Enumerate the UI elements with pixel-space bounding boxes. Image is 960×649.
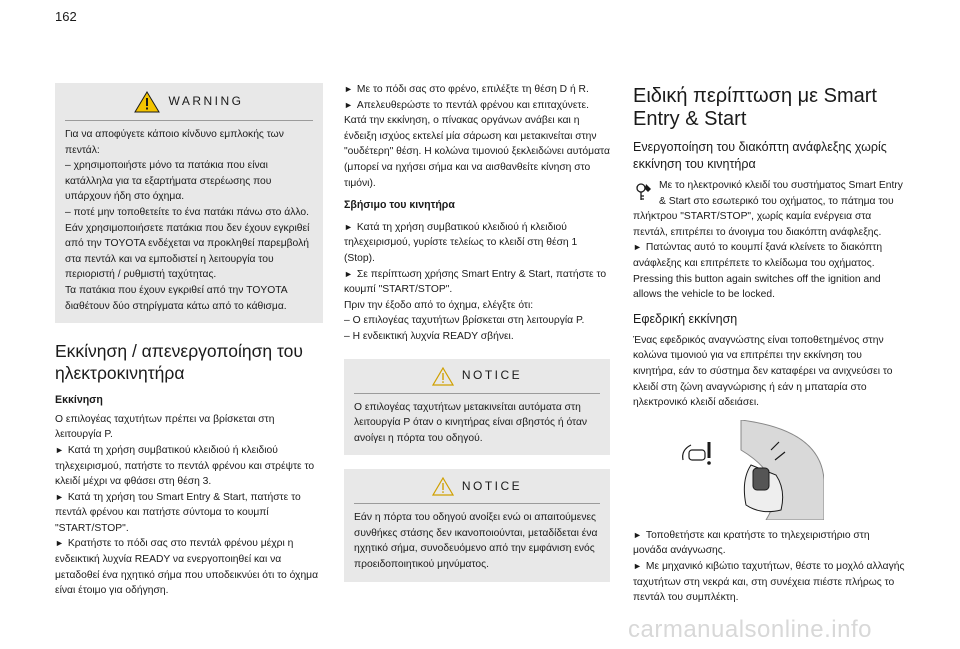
paragraph: Ο επιλογέας ταχυτήτων πρέπει να βρίσκεται στη λειτουργία P. [55,413,275,441]
arrow-icon: ► [633,560,642,571]
arrow-icon: ► [55,491,64,502]
step-item: ► Κατά τη χρήση συμβατικού κλειδιού ή κλειδιού τηλεχειρισμού, γυρίστε τελείως το κλειδί στη θέση 1 (Stop). [344,221,578,264]
notice-title: NOTICE [461,478,523,493]
notice-text: Εάν η πόρτα του οδηγού ανοίξει ενώ οι απαιτούμενες συνθήκες στάσης δεν ικανοποιούνται, μεταδίδεται ένα ηχητικό σήμα, συνοδευόμενο από την εμφάνιση ενός προειδοποιητικού μηνύματος. [354,512,598,571]
backup-reader-illustration [671,420,824,520]
arrow-icon: ► [55,538,64,549]
notice-text: Ο επιλογέας ταχυτήτων μετακινείται αυτόματα στη λειτουργία P όταν ο κινητήρας είναι σβηστός ή όταν ανοίγει η πόρτα του οδηγού. [354,401,588,444]
section-heading-start-stop: Εκκίνηση / απενεργοποίηση του ηλεκτροκινητήρα [55,341,303,384]
steering-column-image [671,420,824,520]
arrow-icon: ► [344,221,353,232]
column-right [633,82,905,606]
arrow-icon: ► [55,444,64,455]
column-middle [344,82,610,582]
paragraph: Πριν την έξοδο από το όχημα, ελέγξτε ότι: [344,299,534,311]
arrow-icon: ► [344,84,353,94]
notice-triangle-icon [432,477,454,496]
step-item: ► Με το πόδι σας στο φρένο, επιλέξτε τη θέση D ή R. [344,84,589,95]
page-number: 162 [55,9,77,24]
column-left [55,82,323,599]
notice-title: NOTICE [461,368,523,383]
paragraph: Κατά την εκκίνηση, ο πίνακας οργάνων ανάβει και η ένδειξη ισχύος εκτελεί μία σάρωση και μετακινείται στην "ουδέτερη" θέση. Η κολώνα τιμονιού ξεκλειδώνει αυτόματα (μπορεί να ηχήσει σήμα και να αισθανθείτε κίνηση στο τιμόνι). [344,115,610,189]
paragraph: Ένας εφεδρικός αναγνώστης είναι τοποθετημένος στην κολώνα τιμονιού για να επιτρέπει την εκκίνηση του κινητήρα, εάν το σύστημα δεν καταφέρει να ανιχνεύσει το κλειδί στη ζώνη αναγνώρισης ή εάν η μπαταρία στο ηλεκτρονικό κλειδί αδειάσει. [633,334,893,409]
warning-text: Για να αποφύγετε κάποιο κίνδυνο εμπλοκής των πεντάλ: – χρησιμοποιήστε μόνο τα πατάκια που είναι κατάλληλα για τα εξαρτήματα στερέωσης που υπάρχουν ήδη στο όχημα. – ποτέ μην τοποθετείτε το ένα πατάκι πάνω στο άλλο. Εάν χρησιμοποιήσετε πατάκια που δεν έχουν εγκριθεί από την TOYOTA ενδέχεται να προκληθεί παρεμβολή στα πεντάλ και να εμποδιστεί η λειτουργία του περιοριστή / ρυθμιστή ταχύτητας. Τα πατάκια που έχουν εγκριθεί από την TOYOTA διαθέτουν δύο στηρίγματα κάτω από το κάθισμα. [65,129,310,312]
notice-title-row [354,367,600,394]
key-press-icon [633,180,653,202]
warning-title-row [65,91,313,121]
warning-box [55,83,323,323]
subheading-start: Εκκίνηση [55,394,103,407]
arrow-icon: ► [633,242,642,253]
step-item: ► Απελευθερώστε το πεντάλ φρένου και επιταχύνετε. [344,99,589,111]
notice-triangle-icon [432,367,454,386]
arrow-icon: ► [344,268,353,279]
watermark-logo: carmanualsonline.info [628,616,872,643]
list-item: – Η ενδεικτική λυχνία READY σβήνει. [344,330,514,342]
step-item: ► Με μηχανικό κιβώτιο ταχυτήτων, θέστε το μοχλό αλλαγής ταχυτήτων στη νεκρά και, στη συνέχεια πιέστε πλήρως το πεντάλ του συμπλέκτη. [633,560,905,604]
arrow-icon: ► [633,529,642,540]
warning-title: WARNING [168,94,244,109]
list-item: – Ο επιλογέας ταχυτήτων βρίσκεται στη λειτουργία P. [344,315,585,327]
notice-title-row [354,477,600,504]
warning-triangle-icon [134,91,160,113]
section-heading-smart-entry: Ειδική περίπτωση με Smart Entry & Start [633,85,877,130]
subheading-ignition: Ενεργοποίηση του διακόπτη ανάφλεξης χωρίς εκκίνηση του κινητήρα [633,140,887,171]
notice-box-1 [344,359,610,456]
step-item: ► Τοποθετήστε και κρατήστε το τηλεχειριστήριο στη μονάδα ανάγνωσης. [633,529,870,557]
step-item: ► Πατώντας αυτό το κουμπί ξανά κλείνετε το διακόπτη ανάφλεξης και επιτρέπετε το κλείδωμα του οχήματος. Pressing this button again switches off the ignition and allows the vehicle to be locked. [633,242,883,301]
subheading-backup-start: Εφεδρική εκκίνηση [633,311,738,326]
step-item: ► Κρατήστε το πόδι σας στο πεντάλ φρένου μέχρι η ενδεικτική λυχνία READY να ενεργοποιηθεί και να μεταδοθεί ένα ηχητικό σήμα που υποδεικνύει ότι το όχημα είναι έτοιμο για οδήγηση. [55,538,319,597]
paragraph: Με το ηλεκτρονικό κλειδί του συστήματος Smart Entry & Start στο εσωτερικό του οχήματος, το πάτημα του πλήκτρου "START/STOP", χωρίς καμία ενέργεια στα πεντάλ, επιτρέπει το άνοιγμα του διακόπτη ανάφλεξης. [633,180,903,238]
notice-box-2 [344,469,610,581]
arrow-icon: ► [344,99,353,110]
step-item: ► Κατά τη χρήση του Smart Entry & Start, πατήστε το πεντάλ φρένου και πατήστε σύντομα το κουμπί "START/STOP". [55,491,301,534]
step-item: ► Σε περίπτωση χρήσης Smart Entry & Start, πατήστε το κουμπί "START/STOP". [344,268,607,296]
step-item: ► Κατά τη χρήση συμβατικού κλειδιού ή κλειδιού τηλεχειρισμού, πατήστε το πεντάλ φρένου και στρέψτε το κλειδί μέχρι να φθάσει στη θέση 3. [55,444,315,488]
subheading-engine-off: Σβήσιμο του κινητήρα [344,199,455,212]
